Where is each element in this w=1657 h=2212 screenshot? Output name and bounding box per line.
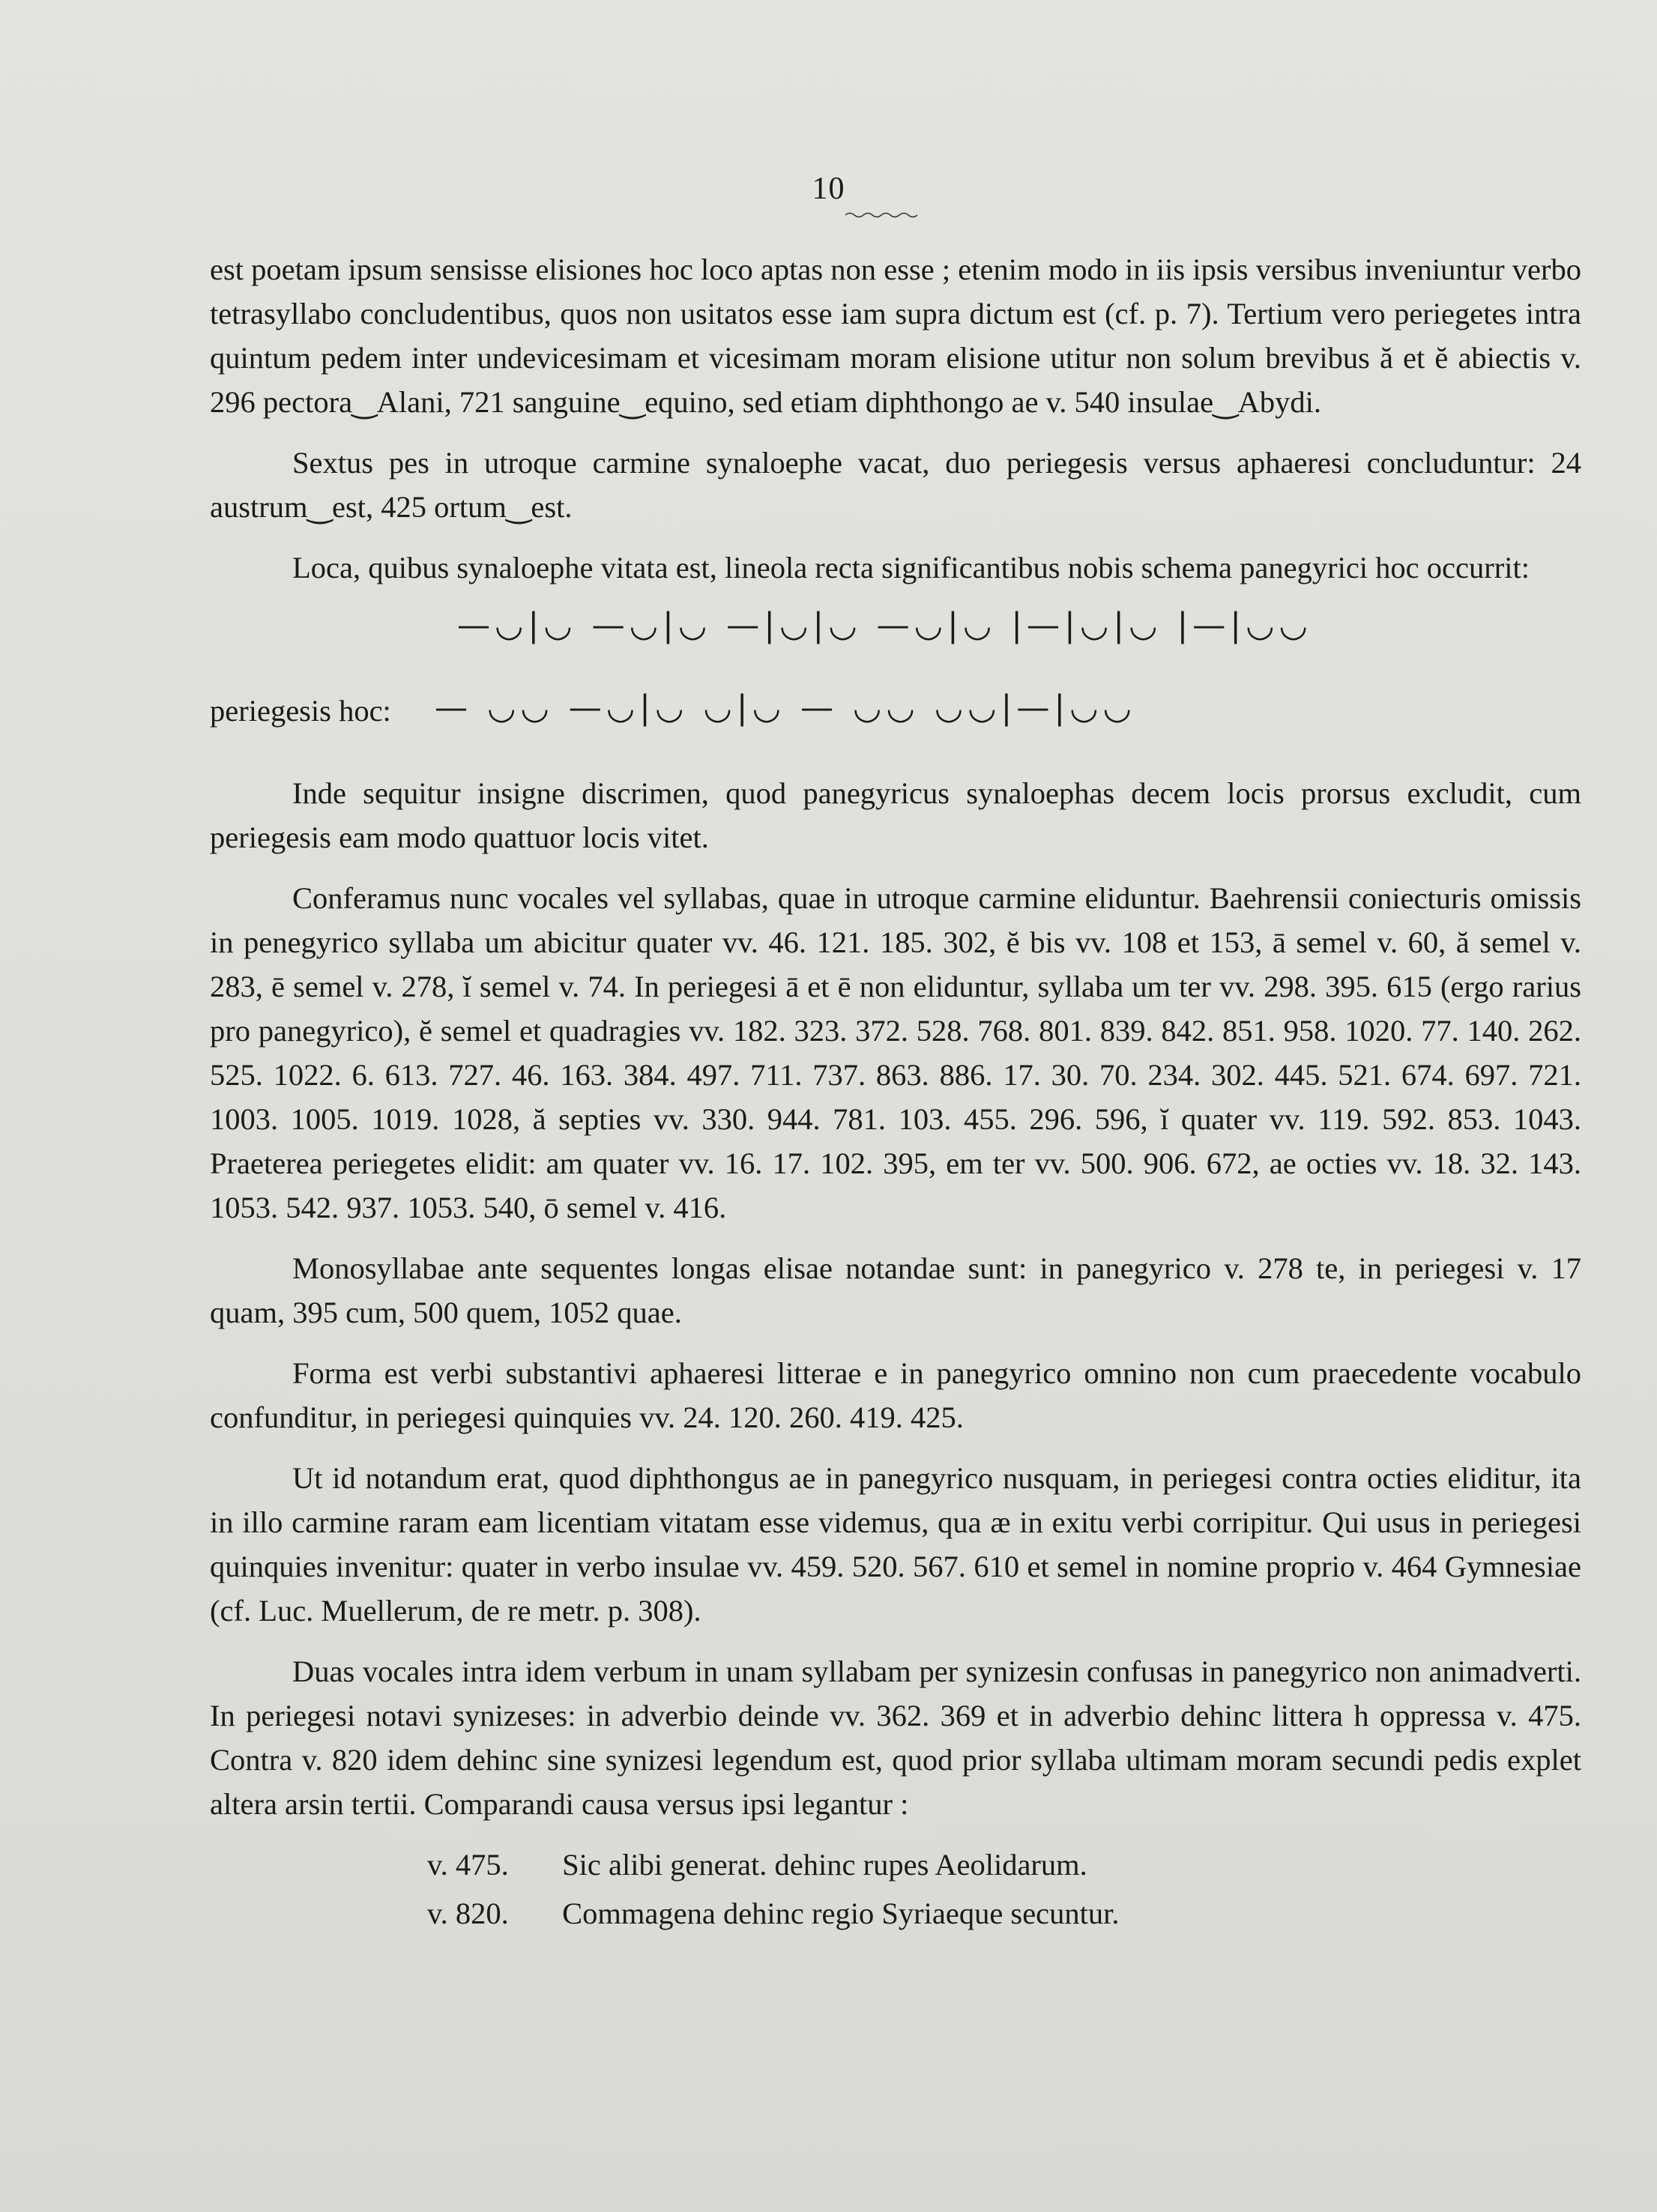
paragraph-1: est poetam ipsum sensisse elisiones hoc loco aptas non esse ; etenim modo in iis ipsis versibus inveniuntur verbo tetrasyllabo concludentibus, quos non usitatos esse iam supra dictum est (cf. p. 7). Tertium vero periegetes intra quintum pedem inter undevicesimam et vicesimam moram elisione utitur non solum brevibus ă et ĕ abiectis v. 296 pectora‿Alani, 721 sanguine‿equino, sed etiam diphthongo ae v. 540 insulae‿Abydi. xyxy=(210,253,1581,419)
verse-line-475 xyxy=(210,1843,1581,1887)
paragraph-2: Sextus pes in utroque carmine synaloephe vacat, duo periegesis versus aphaeresi concluduntur: 24 austrum‿est, 425 ortum‿est. xyxy=(210,446,1581,524)
paragraph-5: Conferamus nunc vocales vel syllabas, quae in utroque carmine eliduntur. Baehrensii coniecturis omissis in penegyrico syllaba um abicitur quater vv. 46. 121. 185. 302, ĕ bis vv. 108 et 153, ā semel v. 60, ă semel v. 283, ē semel v. 278, ĭ semel v. 74. In periegesi ā et ē non eliduntur, syllaba um ter vv. 298. 395. 615 (ergo rarius pro panegyrico), ĕ semel et quadragies vv. 182. 323. 372. 528. 768. 801. 839. 842. 851. 958. 1020. 77. 140. 262. 525. 1022. 6. 613. 727. 46. 163. 384. 497. 711. 737. 863. 886. 17. 30. 70. 234. 302. 445. 521. 674. 697. 721. 1003. 1005. 1019. 1028, ă septies vv. 330. 944. 781. 103. 455. 296. 596, ĭ quater vv. 119. 592. 853. 1043. Praeterea periegetes elidit: am quater vv. 16. 17. 102. 395, em ter vv. 500. 906. 672, ae octies vv. 18. 32. 143. 1053. 542. 937. 1053. 540, ō semel v. 416. xyxy=(210,881,1581,1224)
verse-number: v. 820. xyxy=(427,1897,509,1930)
page-number: 10 xyxy=(812,172,845,206)
page-number-ornament xyxy=(845,211,920,219)
paragraph-3: Loca, quibus synaloephe vitata est, lineola recta significantibus nobis schema panegyrici hoc occurrit: xyxy=(292,551,1530,584)
verse-number: v. 475. xyxy=(427,1848,509,1882)
paragraph-7: Forma est verbi substantivi aphaeresi litterae e in panegyrico omnino non cum praecedente vocabulo confunditur, in periegesi quinquies vv. 24. 120. 260. 419. 425. xyxy=(210,1356,1581,1434)
paragraph-8: Ut id notandum erat, quod diphthongus ae in panegyrico nusquam, in periegesi contra octies eliditur, ita in illo carmine raram eam licentiam vitatam esse videmus, qua æ in exitu verbi corripitur. Qui usus in periegesi quinquies invenitur: quater in verbo insulae vv. 459. 520. 567. 610 et semel in nomine proprio v. 464 Gymnesiae (cf. Luc. Muellerum, de re metr. p. 308). xyxy=(210,1461,1581,1628)
verse-text: Sic alibi generat. dehinc rupes Aeolidarum. xyxy=(562,1848,1087,1882)
panegyric-schema xyxy=(210,606,1581,659)
periegesis-schema-marks: — ◡◡ —◡|◡ ◡|◡ — ◡◡ ◡◡|—|◡◡ xyxy=(435,689,1136,727)
periegesis-schema-label: periegesis hoc: xyxy=(210,694,391,728)
paragraph-6: Monosyllabae ante sequentes longas elisae notandae sunt: in panegyrico v. 278 te, in periegesi v. 17 quam, 395 cum, 500 quem, 1052 quae. xyxy=(210,1251,1581,1329)
verse-line-820 xyxy=(210,1891,1581,1936)
verse-text: Commagena dehinc regio Syriaeque secuntur. xyxy=(562,1897,1120,1930)
paragraph-4: Inde sequitur insigne discrimen, quod panegyricus synaloephas decem locis prorsus excludit, cum periegesis eam modo quattuor locis vitet. xyxy=(210,776,1581,854)
paragraph-9: Duas vocales intra idem verbum in unam syllabam per synizesin confusas in panegyrico non animadverti. In periegesi notavi synizeses: in adverbio deinde vv. 362. 369 et in adverbio dehinc littera h oppressa v. 475. Contra v. 820 idem dehinc sine synizesi legendum est, quod prior syllaba ultimam moram secundi pedis explet altera arsin tertii. Comparandi causa versus ipsi legantur : xyxy=(210,1655,1581,1821)
panegyric-schema-marks: —◡|◡ —◡|◡ —|◡|◡ —◡|◡ |—|◡|◡ |—|◡◡ xyxy=(457,606,1312,644)
body-text xyxy=(210,247,1581,1940)
periegesis-schema xyxy=(210,689,1581,741)
